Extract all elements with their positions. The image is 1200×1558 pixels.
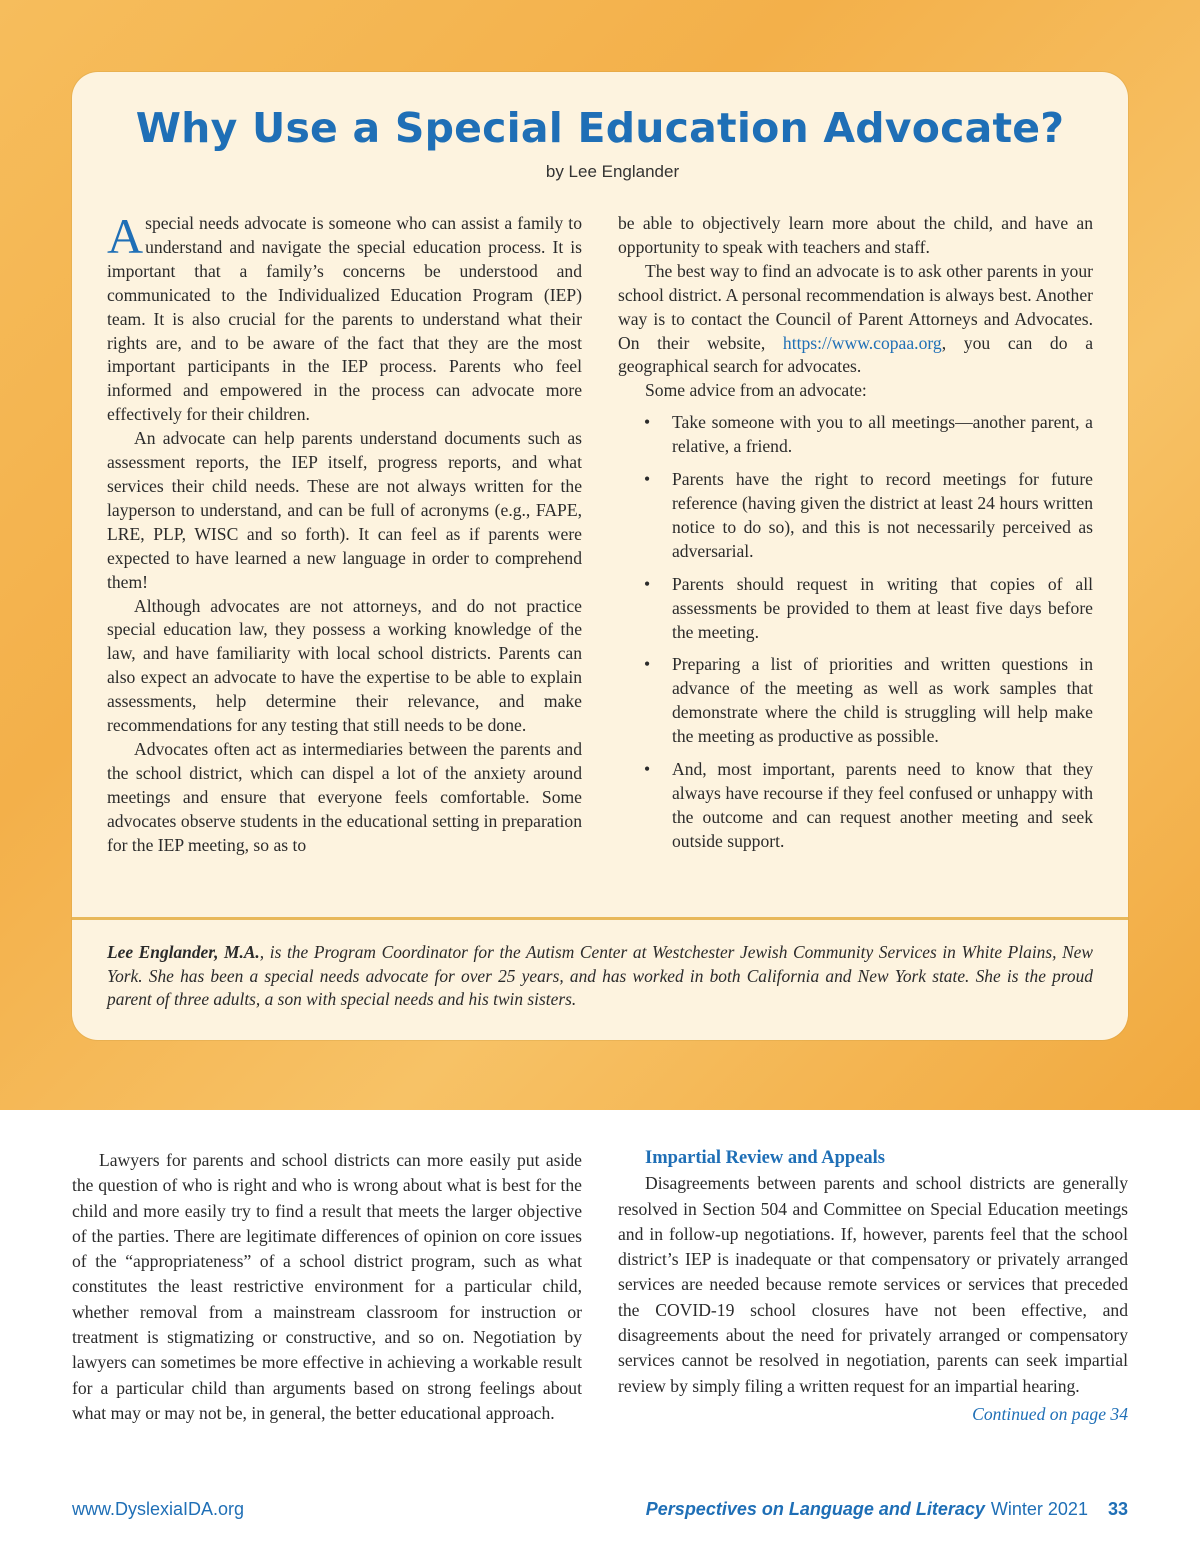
- sidebar-byline: by Lee Englander: [545, 162, 680, 181]
- footer-publication: [646, 1499, 1128, 1520]
- sidebar-paragraph-3: Although advocates are not attorneys, and do not practice special education law, they possess a working knowledge of the law, and have familiarity with local school districts. Parents can also expect an advocate to have the expertise to be able to explain assessments, help determine their relevance, and make recommendations for any testing that still needs to be done.: [107, 595, 582, 736]
- drop-cap: A: [107, 208, 144, 264]
- author-bio-text: , is the Program Coordinator for the Autism Center at Westchester Jewish Community Services in White Plains, New York. She has been a special needs advocate for over 25 years, and has worked in both California and New York state. She is the proud parent of three adults, a son with special needs and his twin sisters.: [107, 942, 1094, 1009]
- list-item-text: Parents have the right to record meetings for future reference (having given the district at least 24 hours written notice to do so), and this is not necessarily perceived as adversarial.: [672, 469, 1093, 561]
- author-name: Lee Englander, M.A.: [107, 942, 260, 962]
- sidebar-right-column: [618, 212, 1093, 863]
- bullet-icon: •: [644, 412, 651, 433]
- bullet-icon: •: [644, 654, 651, 675]
- article-right-column: [618, 1146, 1128, 1427]
- sidebar-paragraph-2: An advocate can help parents understand documents such as assessment reports, the IEP itself, progress reports, and what services their child needs. These are not always written for the layperson to understand, and can be full of acronyms (e.g., FAPE, LRE, PLP, WISC and so forth). It can feel as if parents were expected to have learned a new language in order to comprehend them!: [107, 428, 582, 592]
- sidebar-paragraph-1-text: special needs advocate is someone who can assist a family to understand and navigate the special education process. It is important that a family’s concerns be understood and communicated to the Individualized Education Program (IEP) team. It is also crucial for the parents to understand what their rights are, and to be aware of the fact that they are the most important participants in the IEP process. Parents who feel informed and empowered in the process can advocate more effectively for their children.: [107, 213, 582, 425]
- author-bio: [107, 941, 1093, 1012]
- sidebar-title: Why Use a Special Education Advocate?: [135, 104, 1065, 152]
- section-heading: Impartial Review and Appeals: [645, 1148, 886, 1168]
- list-item-text: Take someone with you to all meetings—another parent, a relative, a friend.: [672, 412, 1093, 457]
- sidebar-left-column: [107, 208, 582, 857]
- sidebar-paragraph-6: [618, 260, 1093, 380]
- sidebar-divider: [72, 917, 1128, 920]
- bullet-icon: •: [644, 573, 651, 594]
- advice-intro: Some advice from an advocate:: [645, 380, 867, 401]
- sidebar-paragraph-6-text-end: , you can do a geographical search for advocates.: [618, 332, 1093, 377]
- continued-link[interactable]: Continued on page 34: [972, 1403, 1128, 1424]
- footer-journal: Perspectives on Language and Literacy: [645, 1499, 985, 1519]
- list-item-text: Preparing a list of priorities and written questions in advance of the meeting as well as work samples that demonstrate where the child is struggling will help make the meeting as productive as possible.: [672, 654, 1093, 747]
- list-item: [618, 411, 1093, 459]
- page-number: 33: [1107, 1499, 1128, 1519]
- sidebar-paragraph-5: be able to objectively learn more about the child, and have an opportunity to speak with teachers and staff.: [618, 213, 1093, 257]
- footer-website[interactable]: www.DyslexiaIDA.org: [72, 1499, 245, 1519]
- list-item: [618, 468, 1093, 564]
- sidebar-paragraph-4: Advocates often act as intermediaries between the parents and the school district, which can dispel a lot of the anxiety around meetings and ensure that everyone feels comfortable. Some advocates observe students in the educational setting in preparation for the IEP meeting, so as to: [107, 738, 582, 855]
- footer-season: Winter 2021: [990, 1499, 1088, 1519]
- article-paragraph: Disagreements between parents and school districts are generally resolved in Section 504 and Committee on Special Education meetings and in follow-up negotiations. If, however, parents feel that the school district’s IEP is inadequate or that compensatory or privately arranged services are needed because remote services or services that preceded the COVID-19 school closures have not been effective, and disagreements about the need for privately arranged or compensatory services cannot be resolved in negotiation, parents can seek impartial review by simply filing a written request for an impartial hearing.: [618, 1173, 1128, 1396]
- advice-list: [618, 411, 1093, 853]
- bullet-icon: •: [644, 759, 651, 780]
- sidebar-paragraph-1: [107, 208, 582, 427]
- list-item-text: Parents should request in writing that copies of all assessments be provided to them at least five days before the meeting.: [672, 573, 1093, 642]
- list-item: [618, 758, 1093, 854]
- article-paragraph: Lawyers for parents and school districts can more easily put aside the question of who is right and who is wrong about what is best for the child and more easily try to find a result that meets the larger objective of the parties. There are legitimate differences of opinion on core issues of the “appropriateness” of a school district program, such as what constitutes the least restrictive environment for a particular child, whether removal from a mainstream classroom for instruction or treatment is stigmatizing or constructive, and so on. Negotiation by lawyers can sometimes be more effective in achieving a workable result for a particular child than arguments based on strong feelings about what may or may not be, in general, the better educational approach.: [72, 1150, 582, 1423]
- sidebar-paragraph-6-text: The best way to find an advocate is to ask other parents in your school district. A personal recommendation is always best. Another way is to contact the Council of Parent Attorneys and Advocates. On their website,: [618, 260, 1093, 353]
- list-item-text: And, most important, parents need to know that they always have recourse if they feel confused or unhappy with the outcome and can request another meeting and seek outside support.: [672, 759, 1093, 851]
- copaa-link[interactable]: https://www.copaa.org: [782, 332, 942, 353]
- article-left-column: [72, 1148, 582, 1426]
- list-item: [618, 573, 1093, 645]
- bullet-icon: •: [644, 469, 651, 490]
- list-item: [618, 653, 1093, 749]
